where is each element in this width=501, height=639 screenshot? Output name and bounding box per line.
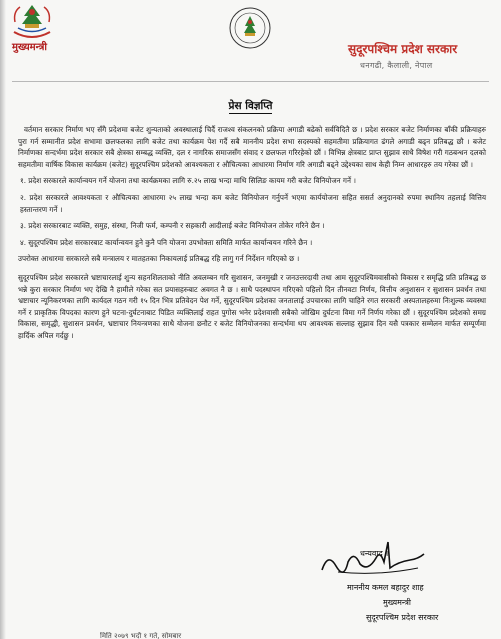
document-title [0,99,501,113]
office-seal-icon [223,2,277,62]
signature-icon [318,532,428,582]
office-label: मुख्यमन्त्री [12,42,47,53]
commitment-paragraph: सुदूरपश्चिम प्रदेश सरकारले भ्रष्टाचारलाई शुन्य सहनशिलताको नीति अवलम्बन गरि सुशासन, जनमुखी र जनउत्तरदायी तथा आम सुदूरपश्चिमवासीको विकास र समृद्धि प्रति प्रतिबद्ध छ भन्ने कुरा सरकार निर्माण भए देखि नै हामीले गरेका सत प्रयासहरुबाट अवगत नै छ । साथै पदस्थापन गरिएको पहिलो दिन तीनवटा निर्णय, वित्तीय अनुशासन र सुशासन प्रवर्धन तथा भ्रष्टाचार न्यूनिकरणका लागि कार्यदल गठन गरी १५ दिन भित्र प्रतिवेदन पेश गर्ने, सुदूरपश्चिम प्रदेशका जनतालाई उपचारका लागि चाहिने रगत सरकारी अस्पतालहरुमा निःशुल्क व्यवस्था गर्ने र प्राकृतिक विपदका कारण हुने घटना-दुर्घटनाबाट पिडित व्यक्तिलाई राहत पुगोस भनेर प्रदेशवासी सबैको जोखिम दुर्घटना विमा गर्ने निर्णय गरेका छौं । सुदूरपश्चिम प्रदेशको समग्र विकास, समृद्धी, सुशासन प्रवर्धन, भ्रष्टाचार नियन्त्रणका साथै योजना छनौट र बजेट विनियोजनका सन्दर्भमा थप आवश्यक सल्लाह सुझाव दिन यसै पत्रकार सम्मेलन मार्फत सम्पूर्णमा हार्दिक अपिल गर्दछु । [18,272,486,340]
list-item: ३. प्रदेश सरकारबाट व्यक्ति, समुह, संस्था, निजी फर्म, कम्पनी र सहकारी आदीलाई बजेट विनियोजन तोकेर गरिने छैन । [20,221,325,231]
government-title: सुदूरपश्चिम प्रदेश सरकार [348,42,458,56]
list-item: ४. सुदूरपश्चिम प्रदेश सरकारबाट कार्यान्वयन हुने कुनै पनि योजना उपभोक्ता समिति मार्फत कार्यान्वयन गरिने छैन । [20,237,313,247]
intro-paragraph: वर्तमान सरकार निर्माण भए सँगै प्रदेशमा बजेट शुन्यताको अवस्थालाई चिर्दै राजश्व संकलनको प्रक्रिया अगाडी बढेको सर्वविदितै छ । प्रदेश सरकार बजेट निर्माणका बाँकी प्रक्रियाहरु पुरा गर्न सम्मानीत प्रदेश सभामा छलफलका लागि बजेट तथा कार्यक्रम पेश गर्दै सबै माननीय प्रदेश सभा सदस्यको सहमतीमा प्रक्रियागत ढंगले अगाडी बढ्न प्रतिबद्ध छौ । बजेट निर्माणका सन्दर्भमा प्रदेश सरकार सबै क्षेत्रका सम्बद्ध व्यक्ति, दल र नागरिक समाजसँग संवाद र छलफल गरिरहेको छौं । विभिन्न क्षेत्रबाट प्राप्त सुझाव साथै विषेश गरी गठबन्धन दलको सहमतीमा वार्षिक विकास कार्यक्रम (बजेट) सुदूरपश्चिम प्रदेशको आवश्यकता र औचित्यका आधारमा निर्माण गरि अगाडी बढ्ने उद्देश्यका साथ केही निम्न आधारहरु तय गरेका छौं । [18,125,486,169]
directive-paragraph: उपरोक्त आधारमा सरकारले सबै मन्त्रालय र मातहतका निकायलाई प्रतिबद्ध रहि लागु गर्न निर्देशन गरिएको छ । [18,254,300,264]
page-edge-shadow [0,0,6,639]
document-body [18,124,486,342]
document-title-text: प्रेस विज्ञप्ति [228,100,273,112]
footer-partial-text: मिति २०७९ भदौ १ गते, सोमबार [100,632,182,639]
header-divider [12,81,489,82]
list-item: १. प्रदेश सरकारले कार्यान्वयन गर्ने योजना तथा कार्यक्रमका लागि रु.२५ लाख भन्दा माथि सिलिङ कायम गरी बजेट विनियोजन गर्ने । [20,176,356,186]
signatory-office: सुदूरपश्चिम प्रदेश सरकार [366,613,439,622]
government-address: धनगढी, कैलाली, नेपाल [360,61,433,70]
signatory-name: माननीय कमल बहादुर शाह [347,583,424,592]
thanks-text: धन्यवाद । [360,549,389,558]
signatory-role: मुख्यमन्त्री [383,598,411,607]
nepal-emblem-icon [10,2,54,40]
seal-text [270,20,280,30]
list-item: २. प्रदेश सरकारले आवश्यकता र औचित्यका आधारमा २५ लाख भन्दा कम बजेट विनियोजन गर्नुपर्ने भएमा कार्ययोजना सहित ससर्त अनुदानको रुपमा स्थानिय तहलाई वित्तिय हस्तान्तरण गर्ने । [20,192,486,214]
